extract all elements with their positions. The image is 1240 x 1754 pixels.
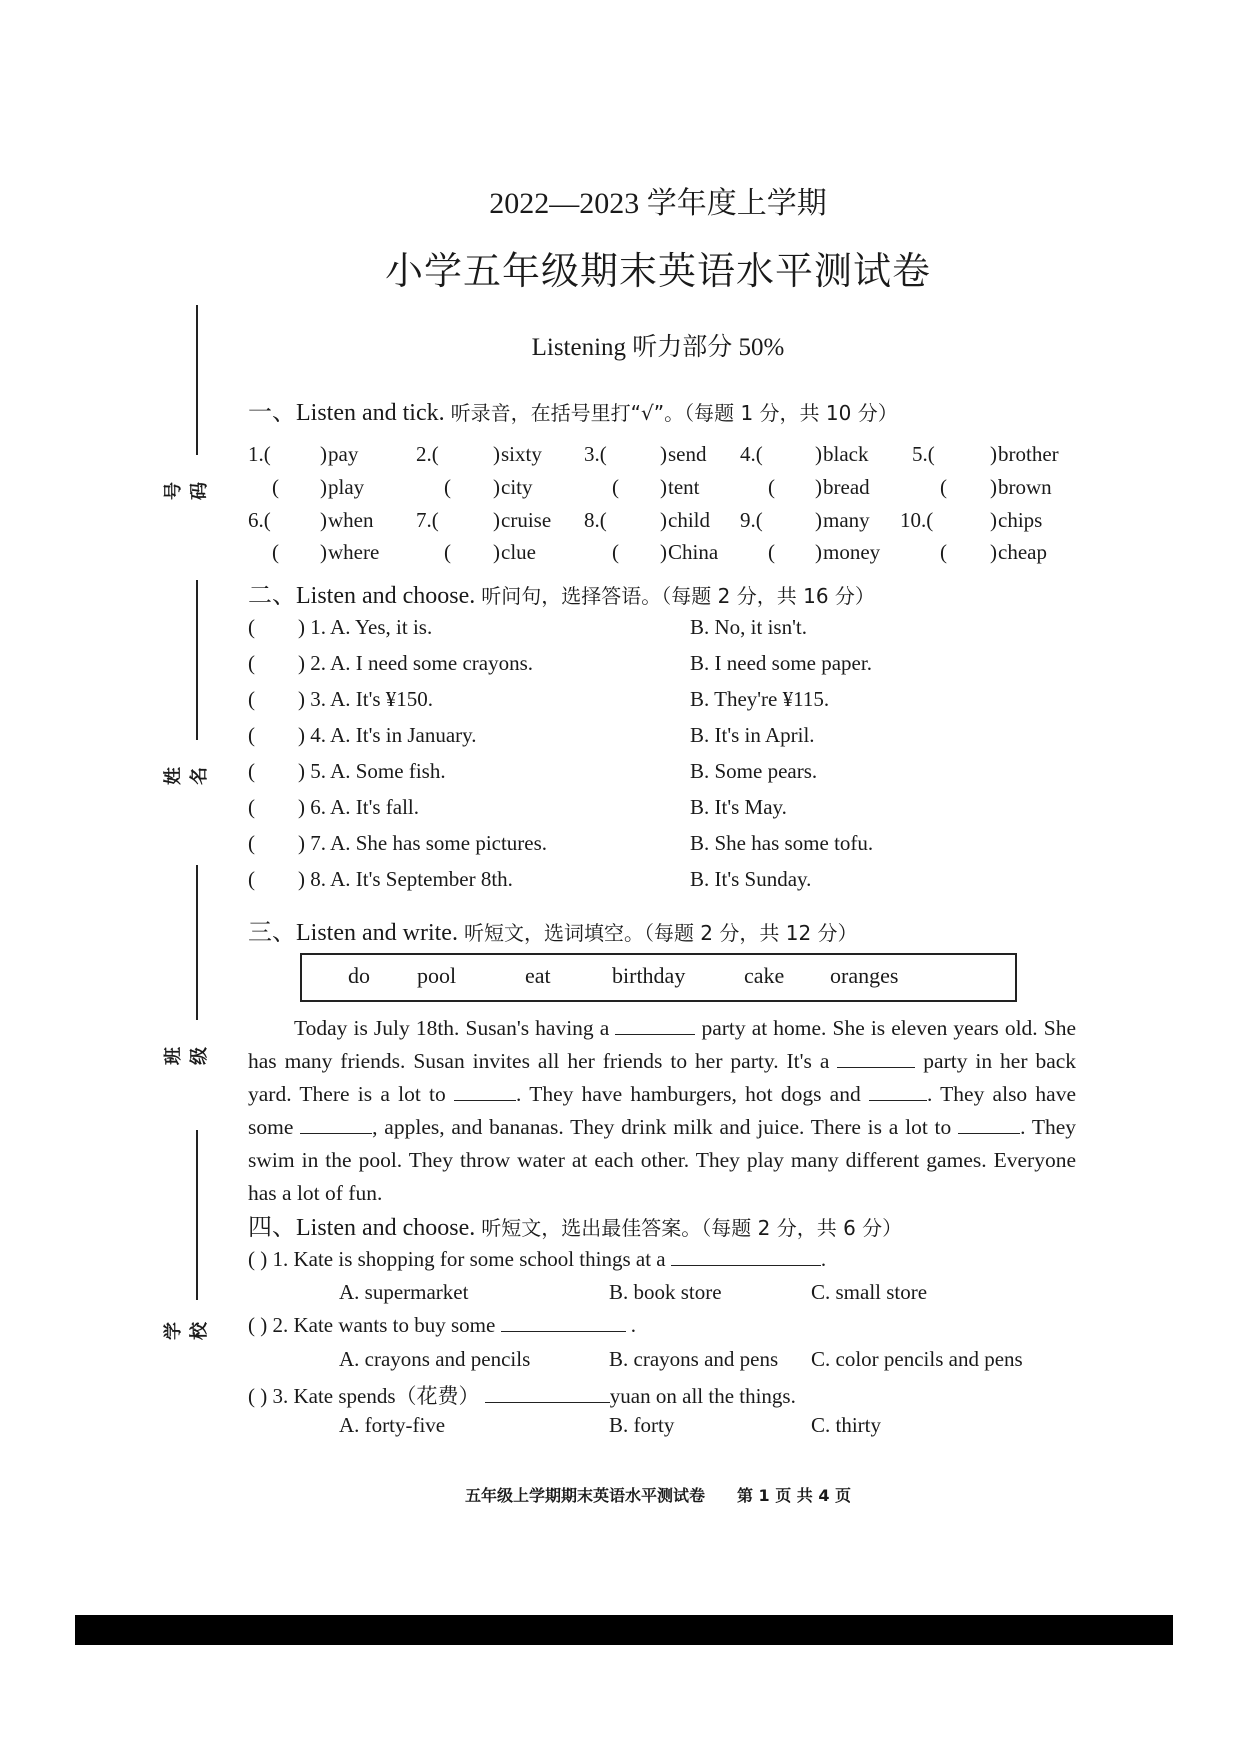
question-end: . — [820, 1247, 827, 1271]
item-number: 8. — [584, 508, 600, 532]
item-number: 2. — [416, 442, 432, 466]
answer-blank[interactable] — [501, 1313, 626, 1332]
section3-heading-zh: 听短文，选词填空。（每题 2 分，共 12 分） — [463, 921, 858, 945]
class-write-line[interactable] — [196, 865, 198, 1020]
word-option: cruise — [501, 508, 552, 532]
word-option: send — [668, 442, 707, 466]
redaction-bar — [75, 1615, 1173, 1645]
option-b: B. It's in April. — [690, 723, 815, 747]
school-write-line[interactable] — [196, 1130, 198, 1300]
word-bank-item: do — [348, 963, 370, 988]
page-footer: 五年级上学期期末英语水平测试卷 第 1 页 共 4 页 — [464, 1486, 852, 1505]
option-b: B. Some pears. — [690, 759, 818, 783]
option-b: B. She has some tofu. — [690, 831, 874, 855]
margin-field-school — [163, 1130, 210, 1360]
margin-field-class — [163, 865, 210, 1075]
passage-text: . They also have some — [248, 1082, 1076, 1139]
question-end: . — [630, 1313, 637, 1337]
item-number: 3. — [584, 442, 600, 466]
option-a: ) 4. A. It's in January. — [298, 723, 477, 747]
tick-box[interactable]: ( — [444, 475, 451, 499]
word-option: play — [328, 475, 365, 499]
option-a: ) 1. A. Yes, it is. — [298, 615, 433, 639]
option-a: A. crayons and pencils — [339, 1347, 531, 1371]
word-option: cheap — [998, 540, 1047, 564]
tick-box[interactable]: ( — [612, 540, 619, 564]
item-number: 9. — [740, 508, 756, 532]
name-label: 姓名 — [163, 767, 210, 785]
option-a: A. supermarket — [339, 1280, 469, 1304]
margin-field-name — [163, 580, 210, 810]
school-year: 2022—2023 学年度上学期 — [489, 187, 827, 220]
answer-blank[interactable] — [671, 1247, 821, 1266]
fill-blank-5[interactable] — [300, 1115, 372, 1134]
answer-box[interactable]: ( — [248, 867, 255, 891]
answer-box[interactable]: ( — [248, 651, 255, 675]
word-option: sixty — [501, 442, 542, 466]
tick-box[interactable]: ( — [940, 475, 947, 499]
section2-heading-zh: 听问句，选择答语。（每题 2 分，共 16 分） — [481, 584, 875, 608]
tick-box[interactable]: ( — [768, 475, 775, 499]
question-text: ( ) 2. Kate wants to buy some — [248, 1313, 496, 1337]
section1-heading — [248, 392, 898, 427]
option-a: A. forty-five — [339, 1413, 446, 1437]
question-end: yuan on all the things. — [609, 1384, 796, 1408]
fill-blank-3[interactable] — [454, 1082, 516, 1101]
option-b: B. book store — [609, 1280, 722, 1304]
option-b: B. It's Sunday. — [690, 867, 812, 891]
fill-blank-4[interactable] — [869, 1082, 927, 1101]
option-b: B. They're ¥115. — [690, 687, 830, 711]
answer-box[interactable]: ( — [248, 831, 255, 855]
section1-heading-en: 一、Listen and tick. — [248, 400, 445, 426]
word-option: black — [823, 442, 869, 466]
option-a: ) 5. A. Some fish. — [298, 759, 446, 783]
tick-box[interactable]: ) — [660, 442, 667, 466]
option-b: B. It's May. — [690, 795, 787, 819]
tick-box[interactable]: ) — [815, 442, 822, 466]
word-option: pay — [328, 442, 359, 466]
section-subtitle: Listening 听力部分 50% — [531, 334, 785, 361]
option-b: B. No, it isn't. — [690, 615, 807, 639]
tick-box[interactable]: ( — [272, 475, 279, 499]
answer-box[interactable]: ( — [248, 615, 255, 639]
item-number: 7. — [416, 508, 432, 532]
word-option: brother — [998, 442, 1059, 466]
word-option: tent — [668, 475, 700, 499]
answer-box[interactable]: ( — [248, 759, 255, 783]
option-a: ) 2. A. I need some crayons. — [298, 651, 534, 675]
section2-heading — [248, 575, 875, 610]
word-option: chips — [998, 508, 1043, 532]
answer-box[interactable]: ( — [248, 687, 255, 711]
item-number: 4. — [740, 442, 756, 466]
answer-box[interactable]: ( — [248, 795, 255, 819]
option-b: B. forty — [609, 1413, 675, 1437]
word-option: city — [501, 475, 533, 499]
word-option: money — [823, 540, 881, 564]
section4-heading-zh: 听短文，选出最佳答案。（每题 2 分，共 6 分） — [481, 1216, 903, 1240]
word-bank-item: birthday — [612, 963, 686, 988]
option-a: ) 6. A. It's fall. — [298, 795, 420, 819]
number-label: 号码 — [163, 482, 210, 500]
tick-box[interactable]: ( — [768, 540, 775, 564]
tick-box[interactable]: ) — [990, 442, 997, 466]
option-a: ) 7. A. She has some pictures. — [298, 831, 548, 855]
word-option: many — [823, 508, 870, 532]
item-number: 10. — [900, 508, 927, 532]
passage-text: , apples, and bananas. They drink milk and juice. There is a lot to — [372, 1115, 952, 1139]
tick-box[interactable]: ( — [940, 540, 947, 564]
word-option: where — [328, 540, 380, 564]
section3-heading-en: 三、Listen and write. — [248, 920, 458, 946]
option-b: B. I need some paper. — [690, 651, 872, 675]
passage-text: Today is July 18th. Susan's having a — [294, 1016, 610, 1040]
answer-blank[interactable] — [485, 1384, 610, 1403]
tick-box[interactable]: ) — [660, 508, 667, 532]
section4-heading-en: 四、Listen and choose. — [248, 1215, 476, 1241]
section1-heading-zh: 听录音，在括号里打“√”。（每题 1 分，共 10 分） — [450, 401, 898, 425]
word-option: child — [668, 508, 710, 532]
passage-text: . They swim in the pool. They throw water at each other. They play many different games. Everyone has a lot of fun. — [248, 1115, 1076, 1205]
listening-passage — [248, 1012, 1076, 1210]
option-c: C. thirty — [811, 1413, 882, 1437]
tick-box[interactable]: ) — [320, 508, 327, 532]
word-option: bread — [823, 475, 870, 499]
question-item — [248, 1380, 796, 1410]
passage-text: party at home. She is eleven years old. She has many friends. Susan invites all her friends to her party. It's a — [248, 1016, 1077, 1073]
item-number: 1. — [248, 442, 264, 466]
fill-blank-2[interactable] — [837, 1049, 915, 1068]
passage-text: party in her back yard. There is a lot to — [248, 1049, 1077, 1106]
tick-box[interactable]: ) — [320, 442, 327, 466]
option-c: C. small store — [811, 1280, 928, 1304]
school-label: 学校 — [163, 1322, 210, 1340]
option-a: ) 8. A. It's September 8th. — [298, 867, 513, 891]
word-option: when — [328, 508, 374, 532]
class-label: 班级 — [163, 1047, 210, 1065]
tick-box[interactable]: ) — [493, 508, 500, 532]
tick-box[interactable]: ) — [493, 442, 500, 466]
word-bank-item: oranges — [830, 963, 899, 988]
option-b: B. crayons and pens — [609, 1347, 779, 1371]
question-item — [248, 1313, 636, 1338]
fill-blank-1[interactable] — [615, 1016, 695, 1035]
word-option: clue — [501, 540, 536, 564]
section2-heading-en: 二、Listen and choose. — [248, 583, 476, 609]
section3-heading — [248, 912, 858, 947]
word-option: brown — [998, 475, 1052, 499]
option-c: C. color pencils and pens — [811, 1347, 1023, 1371]
tick-box[interactable]: ) — [990, 508, 997, 532]
section4-heading — [248, 1207, 902, 1242]
word-option: China — [668, 540, 719, 564]
tick-box[interactable]: ( — [612, 475, 619, 499]
fill-blank-6[interactable] — [958, 1115, 1020, 1134]
word-bank-box — [300, 953, 1017, 1002]
option-a: ) 3. A. It's ¥150. — [298, 687, 434, 711]
word-bank-item: eat — [525, 963, 551, 988]
question-item — [248, 1247, 826, 1272]
word-bank-item: cake — [744, 963, 785, 988]
answer-box[interactable]: ( — [248, 723, 255, 747]
item-number: 6. — [248, 508, 264, 532]
tick-box[interactable]: ) — [815, 508, 822, 532]
passage-text: . They have hamburgers, hot dogs and — [515, 1082, 861, 1106]
name-write-line[interactable] — [196, 580, 198, 740]
tick-box[interactable]: ( — [272, 540, 279, 564]
page-title: 小学五年级期末英语水平测试卷 — [384, 249, 931, 293]
tick-box[interactable]: ( — [444, 540, 451, 564]
question-text: ( ) 1. Kate is shopping for some school things at a — [248, 1247, 666, 1271]
item-number: 5. — [912, 442, 928, 466]
word-bank-item: pool — [417, 963, 457, 988]
question-text: ( ) 3. Kate spends（花费） — [248, 1384, 480, 1408]
